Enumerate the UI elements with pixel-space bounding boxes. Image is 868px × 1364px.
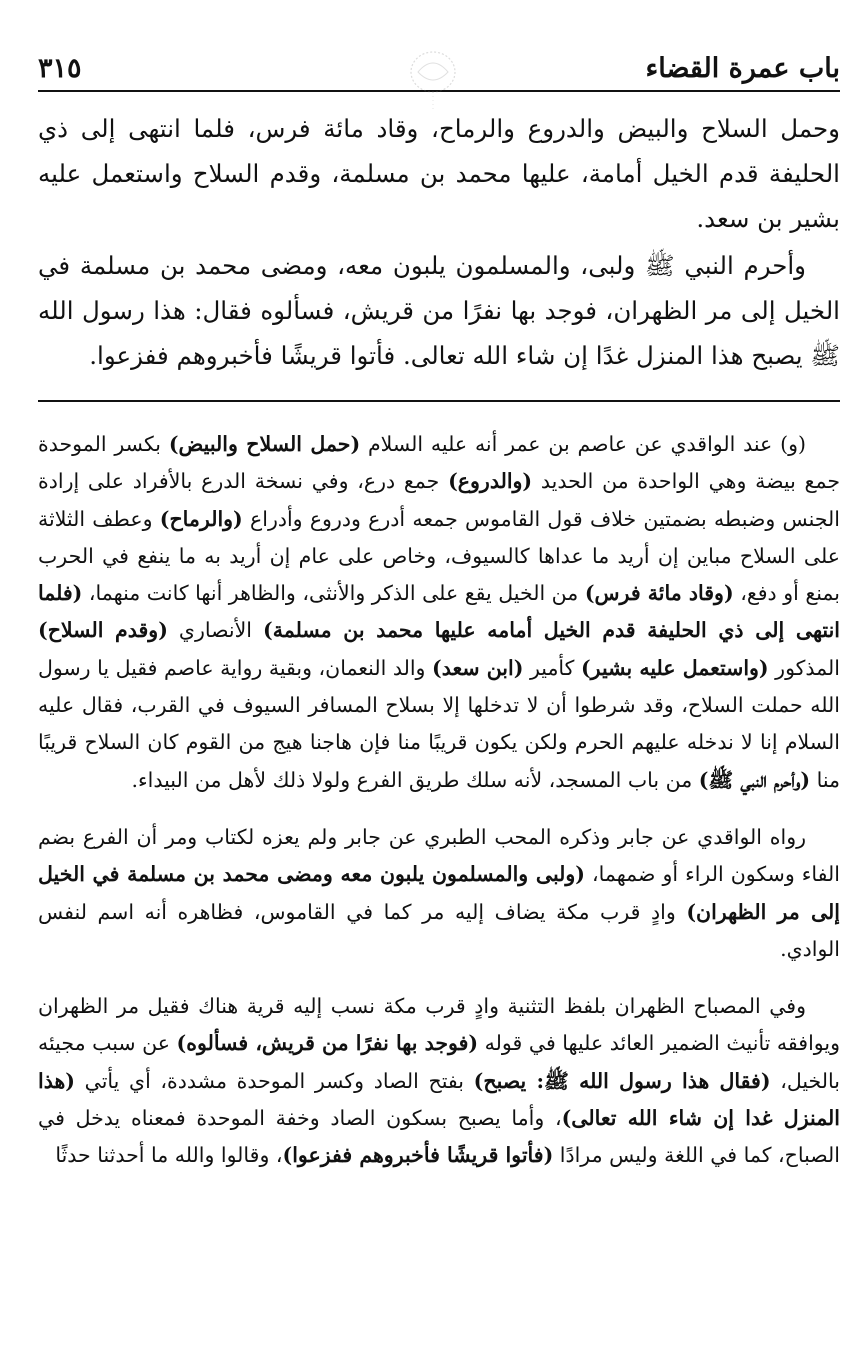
commentary-text: وعطف الثلاثة على السلاح مباين إن أريد ما عداها كالسيوف، وخاص على عام إن أريد به ما ينفع في الحرب بمنع أو دفع، (38, 506, 840, 606)
page-number: ٣١٥ (38, 53, 82, 84)
commentary-text: جمع درع، وفي نسخة الدرع بالأفراد على إرادة الجنس وضبطه بضمتين خلاف قول القاموس جمعه أدرع ودروع وأدراع (38, 469, 840, 531)
commentary-text: ، وأما يصبح بسكون الصاد وخفة الموحدة فمعناه يدخل في الصباح، كما في اللغة وليس مرادًا (38, 1106, 840, 1168)
commentary-paragraph-3 (38, 988, 840, 1174)
commentary-text: كأمير (523, 655, 581, 680)
quoted-matn-text: (واستعمل عليه بشير) (580, 655, 769, 680)
commentary-text: المذكور (768, 655, 840, 680)
quoted-matn-text: (فلما انتهى إلى ذي الحليفة قدم الخيل أمامه عليها محمد بن مسلمة) (38, 581, 840, 643)
commentary-text: وفي المصباح الظهران بلفظ التثنية وادٍ قرب مكة نسب إليه قرية هناك فقيل مر الظهران ويوافقه تأنيث الضمير العائد عليها في قوله (38, 994, 840, 1056)
quoted-matn-text: (هذا المنزل غدا إن شاء الله تعالى) (38, 1068, 840, 1131)
commentary-paragraph-1 (38, 426, 840, 799)
commentary-text: رواه الواقدي عن جابر وذكره المحب الطبري عن جابر ولم يعزه لكتاب ومر أن الفرع بضم الفاء وسكون الراء أو ضمهما، (38, 824, 840, 887)
commentary-text: بكسر الموحدة جمع بيضة وهي الواحدة من الحديد (38, 432, 840, 494)
commentary-text: وادٍ قرب مكة يضاف إليه مر كما في القاموس، فظاهره أنه اسم لنفس الوادي. (38, 899, 840, 961)
quoted-matn-text: (ولبى والمسلمون يلبون معه ومضى محمد بن مسلمة في الخيل إلى مر الظهران) (38, 862, 840, 924)
commentary-text: عن سبب مجيئه بالخيل، (38, 1031, 840, 1093)
main-paragraph-1: وحمل السلاح والبيض والدروع والرماح، وقاد مائة فرس، فلما انتهى إلى ذي الحليفة قدم الخيل أمامة، عليها محمد بن مسلمة، وقدم السلاح واستعمل عليه بشير بن سعد. (38, 114, 840, 233)
quoted-matn-text: (والرماح) (159, 506, 243, 531)
commentary-text: ، وقالوا والله ما أحدثنا حدثًا (55, 1143, 283, 1168)
commentary-text: بفتح الصاد وكسر الموحدة مشددة، أي يأتي (74, 1068, 474, 1093)
commentary-text: الأنصاري (167, 618, 264, 643)
quoted-matn-text: (وقدم السلاح) (38, 618, 168, 643)
quoted-matn-text: (فقال هذا رسول الله ﷺ: يصبح) (473, 1068, 771, 1093)
commentary-text: من الخيل يقع على الذكر والأنثى، والظاهر أنها كانت منهما، (82, 581, 585, 606)
quoted-matn-text: (فأتوا قريشًا فأخبروهم ففزعوا) (282, 1143, 554, 1168)
quoted-matn-text: (وقاد مائة فرس) (584, 581, 734, 606)
library-stamp-watermark (400, 42, 466, 112)
section-divider (38, 400, 840, 402)
quoted-matn-text: (حمل السلاح والبيض) (168, 432, 361, 456)
quoted-matn-text: (وأحرم النبي ﷺ) (698, 767, 811, 792)
commentary (38, 426, 840, 1175)
commentary-text: (و) عند الواقدي عن عاصم بن عمر أنه عليه السلام (360, 432, 806, 456)
quoted-matn-text: (ابن سعد) (432, 655, 524, 680)
commentary-paragraph-2 (38, 819, 840, 968)
main-text (38, 106, 840, 378)
main-paragraph-2: وأحرم النبي ﷺ ولبى، والمسلمون يلبون معه، ومضى محمد بن مسلمة في الخيل إلى مر الظهران، فوجد بها نفرًا من قريش، فسألوه فقال: هذا رسول الله ﷺ يصبح هذا المنزل غدًا إن شاء الله تعالى. فأتوا قريشًا فأخبروهم ففزعوا. (38, 251, 840, 370)
commentary-text: من باب المسجد، لأنه سلك طريق الفرع ولولا ذلك لأهل من البيداء. (131, 767, 699, 792)
commentary-text: والد النعمان، وبقية رواية عاصم فقيل يا رسول الله حملت السلاح، وقد شرطوا أن لا تدخلها إلا بسلاح المسافر السيوف في القرب، فقال عليه السلام إنا لا ندخله عليهم الحرم ولكن يكون قريبًا منا فإن هاجنا هيج من القوم كان السلاح قريبًا منا (38, 655, 840, 792)
chapter-title: باب عمرة القضاء (645, 53, 840, 84)
quoted-matn-text: (والدروع) (448, 469, 533, 494)
quoted-matn-text: (فوجد بها نفرًا من قريش، فسألوه) (176, 1031, 479, 1056)
